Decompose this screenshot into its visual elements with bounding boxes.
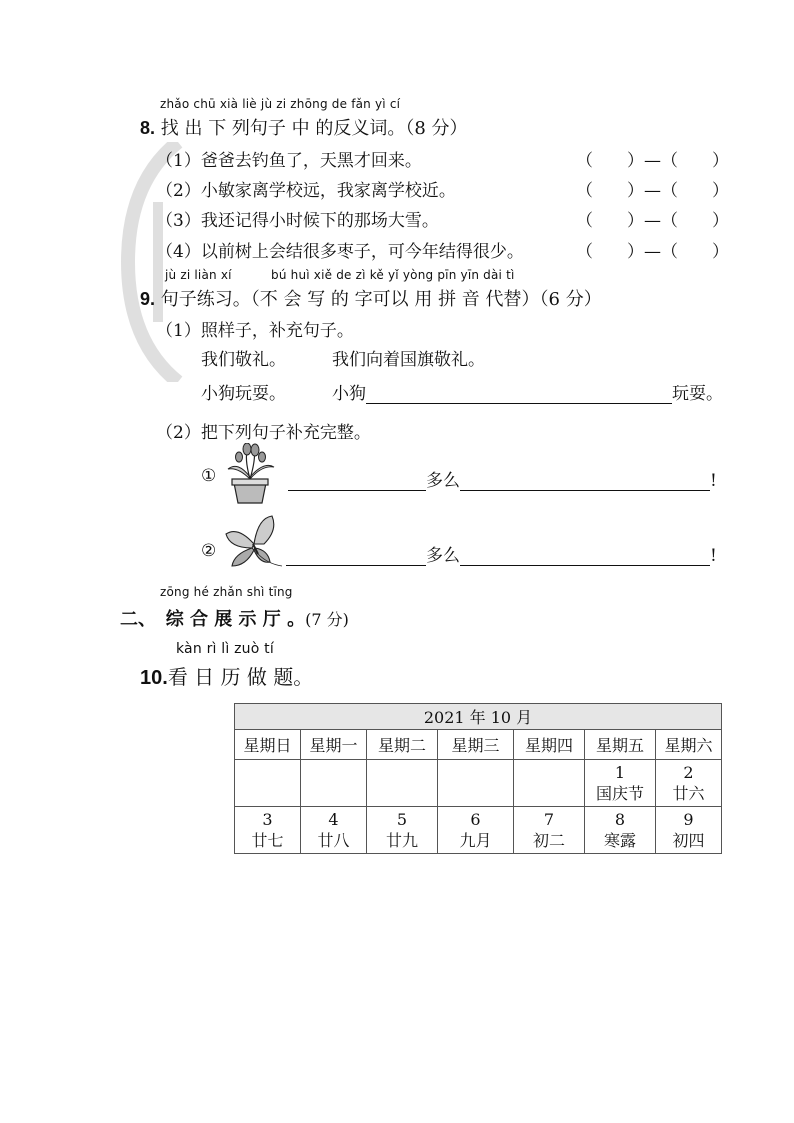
q9-heading: [140, 285, 602, 311]
q9-task-b: [332, 379, 723, 404]
date-cell: [585, 807, 656, 854]
date-cell: [235, 807, 301, 854]
q9-task-b-blank[interactable]: [366, 385, 672, 404]
date-number: 1: [614, 763, 626, 782]
weekday-cell: 星期五: [585, 730, 656, 760]
q9-pinyin-a: jù zi liàn xí: [165, 268, 232, 282]
date-number: 7: [543, 810, 555, 829]
weekday-cell: 星期三: [438, 730, 514, 760]
weekday-cell: 星期四: [514, 730, 585, 760]
q8-pinyin: zhǎo chū xià liè jù zi zhōng de fǎn yì cí: [160, 97, 401, 111]
date-note: 寒露: [603, 831, 636, 850]
calendar-table: [234, 703, 722, 854]
date-cell: [367, 807, 438, 854]
q9-example-b: 我们向着国旗敬礼。: [332, 350, 485, 370]
date-cell: [514, 760, 585, 807]
date-note: 九月: [459, 831, 492, 850]
q8-answer-4[interactable]: （ ）—（ ）: [576, 242, 729, 262]
date-number: 3: [262, 810, 273, 829]
butterfly-icon: [224, 514, 284, 570]
q8-item-3: [156, 206, 439, 231]
date-note: 廿六: [672, 784, 705, 803]
date-note: 廿八: [317, 831, 350, 850]
q9-item-2-sentence: [286, 541, 717, 566]
q10-pinyin: kàn rì lì zuò tí: [176, 641, 274, 657]
q8-item-text: 小敏家离学校远，我家离学校近。: [200, 181, 456, 201]
date-number: 8: [614, 810, 626, 829]
date-cell: [438, 807, 514, 854]
section2-score: (7 分): [305, 610, 349, 629]
date-number: 9: [683, 810, 694, 829]
q8-answer-1[interactable]: （ ）—（ ）: [576, 151, 729, 171]
date-cell: [585, 760, 656, 807]
section2-heading: [120, 605, 349, 631]
q9-part2-label: （2）把下列句子补充完整。: [156, 423, 371, 443]
q9-number: 9.: [140, 289, 156, 309]
q8-title: 找 出 下 列句子 中 的反义词。: [160, 118, 406, 139]
date-number: 4: [328, 810, 339, 829]
date-note: 国庆节: [595, 784, 644, 803]
q9-title: 句子练习。（不 会 写 的 字可以 用 拼 音 代替）（6 分）: [160, 289, 602, 310]
date-number: 5: [396, 810, 408, 829]
q8-item-label: （2）: [156, 181, 201, 201]
q9-item-1-blank-a[interactable]: [288, 472, 426, 491]
date-note: 初二: [532, 831, 565, 850]
q8-score: （8 分）: [405, 118, 468, 139]
date-cell: [656, 760, 722, 807]
calendar-weekday-row: [235, 730, 722, 760]
q9-task-b-suffix: 玩耍。: [672, 384, 723, 404]
date-cell: [301, 807, 367, 854]
q8-item-1: [156, 146, 422, 171]
q8-answer-2[interactable]: （ ）—（ ）: [576, 181, 729, 201]
q9-item-1-sentence: [288, 466, 717, 491]
q8-item-text: 爸爸去钓鱼了，天黑才回来。: [200, 151, 422, 171]
date-number: 2: [683, 763, 694, 782]
q9-task-a: 小狗玩耍。: [201, 384, 286, 404]
date-note: 廿七: [251, 831, 284, 850]
section2-pinyin: zōng hé zhǎn shì tīng: [160, 585, 293, 599]
q9-part1-label: （1）照样子，补充句子。: [156, 321, 354, 341]
q8-item-4: [156, 237, 524, 262]
date-cell: [514, 807, 585, 854]
q8-item-label: （4）: [156, 242, 201, 262]
q9-item-2-middle: 多么: [426, 546, 460, 566]
date-note: 廿九: [385, 831, 418, 850]
section2-label: 二、: [120, 609, 156, 630]
weekday-cell: 星期一: [301, 730, 367, 760]
q9-item-1-middle: 多么: [426, 471, 460, 491]
calendar-title: 2021 年 10 月: [235, 704, 722, 730]
q9-item-2-marker: ②: [201, 541, 217, 561]
weekday-cell: 星期二: [367, 730, 438, 760]
q8-item-text: 我还记得小时候下的那场大雪。: [200, 211, 439, 231]
weekday-cell: 星期日: [235, 730, 301, 760]
q8-item-label: （3）: [156, 211, 201, 231]
q8-heading: [140, 114, 468, 140]
q9-task-b-prefix: 小狗: [332, 384, 366, 404]
q8-item-2: [156, 176, 456, 201]
q9-item-2-blank-b[interactable]: [460, 547, 710, 566]
q10-title: 看 日 历 做 题。: [167, 665, 314, 689]
section2-title: 综 合 展 示 厅 。: [165, 609, 306, 630]
q8-item-text: 以前树上会结很多枣子，可今年结得很少。: [200, 242, 524, 262]
date-number: 6: [470, 810, 481, 829]
date-cell: [438, 760, 514, 807]
date-cell: [367, 760, 438, 807]
q9-example-a: 我们敬礼。: [201, 350, 286, 370]
date-cell: [235, 760, 301, 807]
calendar-week-row: [235, 807, 722, 854]
weekday-cell: 星期六: [656, 730, 722, 760]
q8-item-label: （1）: [156, 151, 201, 171]
date-cell: [656, 807, 722, 854]
q9-item-1-end: !: [710, 471, 717, 491]
q8-number: 8.: [140, 118, 156, 138]
q10-heading: [140, 661, 313, 690]
q9-item-1-blank-b[interactable]: [460, 472, 710, 491]
date-note: 初四: [672, 831, 705, 850]
q10-number: 10.: [140, 667, 168, 689]
calendar-week-row: [235, 760, 722, 807]
date-cell: [301, 760, 367, 807]
q9-item-2-end: !: [710, 546, 717, 566]
potted-plant-icon: [224, 443, 276, 505]
q9-item-2-blank-a[interactable]: [286, 547, 426, 566]
q9-item-1-marker: ①: [201, 466, 217, 486]
q9-pinyin-b: bú huì xiě de zì kě yǐ yòng pīn yīn dài tì: [271, 268, 515, 282]
q8-answer-3[interactable]: （ ）—（ ）: [576, 211, 729, 231]
